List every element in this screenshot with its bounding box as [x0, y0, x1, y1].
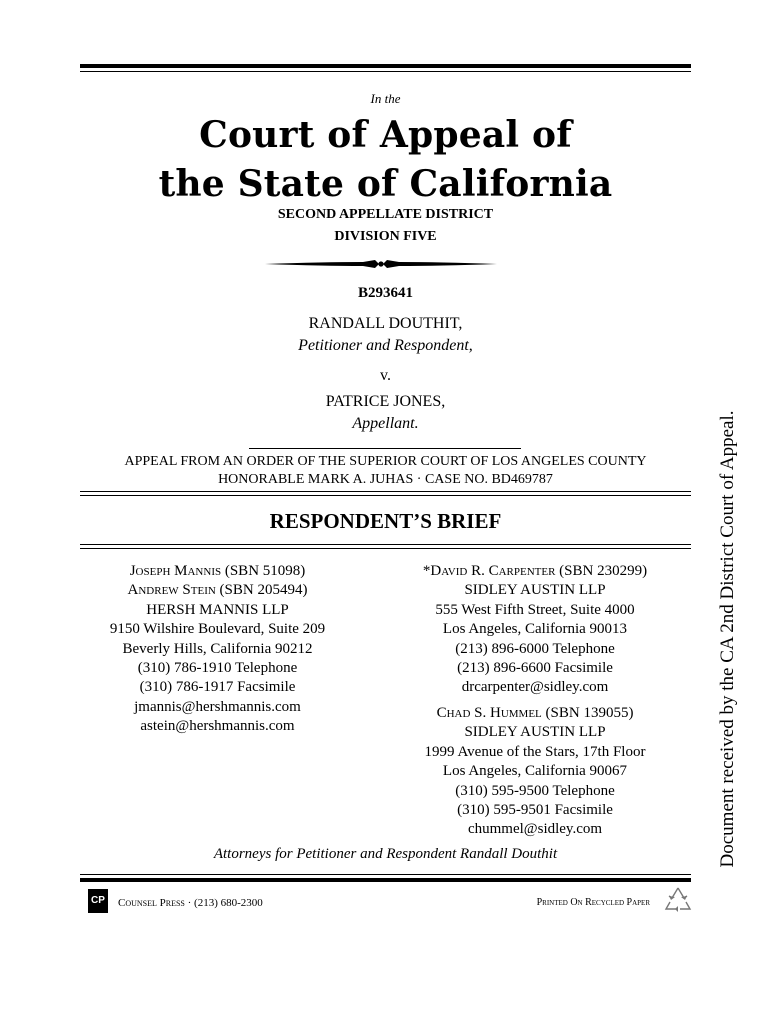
address-line: Los Angeles, California 90013: [442, 621, 628, 638]
appeal-line-2: HONORABLE MARK A. JUHAS · CASE NO. BD469787: [218, 472, 553, 487]
email: drcarpenter@sidley.com: [461, 679, 609, 696]
versus-label: v.: [380, 367, 391, 384]
attorney-name: *David R. Carpenter (SBN 230299): [422, 563, 648, 579]
address-line: Beverly Hills, California 90212: [122, 640, 313, 657]
title-rule-top-1: [80, 491, 691, 492]
ornament-divider: [263, 257, 499, 271]
counsel-press-logo: [88, 889, 108, 913]
title-rule-bottom-2: [80, 548, 691, 549]
firm-name: HERSH MANNIS LLP: [146, 601, 289, 618]
email: chummel@sidley.com: [467, 821, 603, 838]
attorneys-right-block-2: [385, 704, 685, 840]
logo-text: CP: [91, 895, 105, 906]
address-line: 9150 Wilshire Boulevard, Suite 209: [109, 621, 326, 638]
telephone: (310) 595-9500 Telephone: [455, 782, 615, 799]
division-label: DIVISION FIVE: [334, 229, 437, 244]
attorney-name: Chad S. Hummel (SBN 139055): [436, 705, 634, 721]
printed-recycled-label: Printed On Recycled Paper: [536, 897, 650, 908]
appeal-line-1: APPEAL FROM AN ORDER OF THE SUPERIOR COURT OF LOS ANGELES COUNTY: [124, 454, 647, 469]
attorney-name: Andrew Stein (SBN 205494): [127, 582, 308, 599]
counsel-press-label: Counsel Press · (213) 680-2300: [118, 897, 263, 909]
telephone: (310) 786-1910 Telephone: [137, 660, 298, 677]
telephone: (213) 896-6000 Telephone: [455, 640, 615, 657]
facsimile: (310) 786-1917 Facsimile: [139, 679, 296, 696]
title-rule-top-2: [80, 495, 691, 496]
court-title-line1: Court of Appeal of: [199, 114, 572, 156]
appellant-role: Appellant.: [352, 415, 419, 432]
district-label: SECOND APPELLATE DISTRICT: [277, 207, 494, 222]
case-number: B293641: [357, 285, 413, 301]
attorneys-right-block-1: [385, 562, 685, 698]
address-line: 555 West Fifth Street, Suite 4000: [435, 601, 635, 618]
address-line: 1999 Avenue of the Stars, 17th Floor: [424, 743, 646, 760]
appellant-name: PATRICE JONES,: [325, 393, 446, 410]
attorney-name: Joseph Mannis (SBN 51098): [129, 563, 306, 579]
in-the-label: In the: [370, 91, 401, 106]
title-rule-bottom-1: [80, 544, 691, 545]
short-divider: [249, 448, 521, 449]
recycle-icon: [662, 884, 694, 916]
facsimile: (213) 896-6600 Facsimile: [457, 660, 613, 677]
email: jmannis@hershmannis.com: [134, 698, 301, 715]
address-line: Los Angeles, California 90067: [442, 763, 628, 780]
email: astein@hershmannis.com: [140, 718, 295, 735]
top-rule-thick: [80, 64, 691, 68]
petitioner-name: RANDALL DOUTHIT,: [308, 315, 463, 332]
court-title-line2: the State of California: [158, 163, 613, 205]
attorneys-for-label: Attorneys for Petitioner and Respondent Randall Douthit: [213, 846, 558, 862]
facsimile: (310) 595-9501 Facsimile: [457, 802, 613, 819]
top-rule-thin: [80, 71, 691, 72]
received-stamp-text: Document received by the CA 2nd District Court of Appeal.: [717, 410, 738, 868]
firm-name: SIDLEY AUSTIN LLP: [464, 724, 606, 741]
brief-title: RESPONDENT’S BRIEF: [269, 509, 502, 533]
firm-name: SIDLEY AUSTIN LLP: [464, 582, 606, 599]
petitioner-role: Petitioner and Respondent,: [298, 337, 473, 354]
attorneys-left-block: [85, 562, 350, 737]
bottom-rule-thin: [80, 874, 691, 875]
bottom-rule-thick: [80, 878, 691, 882]
